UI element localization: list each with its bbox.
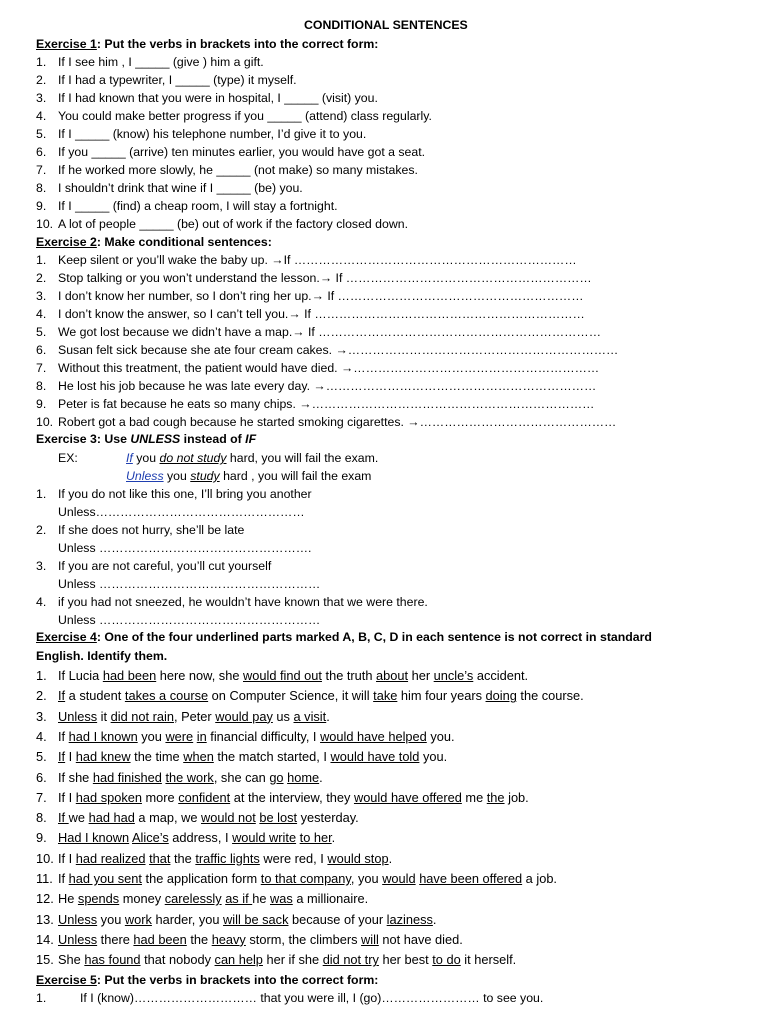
exercise-2-item-number: 5.: [36, 325, 47, 339]
underlined-option: did not rain: [110, 708, 174, 724]
underlined-option: the: [486, 789, 505, 805]
underlined-option: work: [124, 911, 152, 927]
sentence-text: more: [141, 789, 179, 805]
exercise-4-item-number: 15.: [36, 952, 54, 968]
underlined-option: had spoken: [75, 789, 142, 805]
exercise-2-item-text: I don’t know the answer, so I can’t tell you.→ If …………………………………………………………: [58, 307, 585, 321]
underlined-option: had realized: [75, 850, 146, 866]
exercise-4-item-text: [58, 871, 557, 886]
exercise-1-item-number: 9.: [36, 199, 47, 213]
exercise-5-instruction: : Put the verbs in brackets into the correct form:: [96, 973, 379, 987]
sentence-text: the match started, I: [213, 749, 331, 765]
exercise-4-item-text: [58, 709, 330, 724]
sentence-text: accident.: [473, 668, 529, 683]
exercise-4-item-number: 3.: [36, 708, 47, 724]
underlined-option: about: [376, 668, 409, 683]
exercise-1-item-number: 5.: [36, 127, 47, 141]
exercise-3-item-text: If you are not careful, you’ll cut yourself: [58, 559, 272, 573]
exercise-4-item-text: [58, 688, 584, 703]
exercise-4-item-text: [58, 830, 335, 845]
exercise-2-item-text: Stop talking or you won’t understand the lesson.→ If ……………………………………………………: [58, 271, 592, 285]
underlined-option: traffic lights: [195, 850, 260, 866]
exercise-4-heading: [36, 630, 652, 644]
sentence-text: financial difficulty, I: [206, 728, 321, 744]
sentence-text: a job.: [522, 871, 557, 886]
sentence-text: .: [326, 708, 330, 724]
example-2-part: you: [163, 469, 191, 483]
exercise-1-item-number: 8.: [36, 181, 47, 195]
exercise-2-item-text: I don’t know her number, so I don’t ring her up.→ If ……………………………………………………: [58, 289, 584, 303]
exercise-2-item-number: 10.: [36, 415, 54, 429]
exercise-2-item-text: Peter is fat because he eats so many chips. →……………………………………………………………: [58, 397, 595, 411]
sentence-text: the: [170, 850, 196, 866]
sentence-text: me: [461, 789, 487, 805]
underlined-option: had finished: [92, 769, 162, 785]
exercise-4-item-text: [58, 729, 455, 744]
underlined-option: Unless: [58, 931, 98, 947]
exercise-1-heading: [36, 37, 378, 51]
underlined-option: will: [361, 931, 379, 947]
exercise-2-item-number: 1.: [36, 253, 47, 267]
exercise-2-item-number: 7.: [36, 361, 47, 375]
exercise-3-title-pre: Exercise 3: Use: [36, 432, 131, 446]
example-2-unless: Unless: [126, 469, 164, 483]
underlined-option: had had: [88, 810, 135, 826]
exercise-1-item-number: 2.: [36, 73, 47, 87]
sentence-text: yesterday.: [297, 810, 359, 826]
exercise-5-heading: [36, 973, 378, 987]
underlined-option: have been offered: [419, 871, 523, 886]
underlined-option: Unless: [58, 708, 98, 724]
underlined-option: uncle’s: [433, 668, 474, 683]
exercise-5-label: Exercise 5: [36, 973, 97, 987]
underlined-option: would find out: [243, 668, 322, 683]
sentence-text: a millionaire.: [292, 891, 369, 907]
underlined-option: go: [269, 769, 284, 785]
exercise-3-item-text: if you had not sneezed, he wouldn’t have known that we were there.: [58, 595, 428, 609]
exercise-2-item-number: 6.: [36, 343, 47, 357]
exercise-1-item-text: If I had known that you were in hospital, I _____ (visit) you.: [58, 91, 378, 105]
underlined-option: spends: [77, 891, 120, 907]
exercise-4-item-text: [58, 749, 447, 764]
exercise-1-item-text: If I _____ (find) a cheap room, I will stay a fortnight.: [58, 199, 338, 213]
exercise-3-item-number: 4.: [36, 595, 47, 609]
underlined-option: take: [373, 688, 398, 704]
example-1-if: If: [126, 451, 133, 465]
underlined-option: a visit: [293, 708, 327, 724]
exercise-5-item-text: If I (know)………………………… that you were ill, I (go)…………………… to see you.: [80, 991, 544, 1005]
sentence-text: address, I: [168, 830, 233, 846]
exercise-2-item-number: 8.: [36, 379, 47, 393]
sentence-text: .: [319, 769, 323, 785]
exercise-4-item-text: [58, 810, 359, 825]
exercise-3-answer-line: Unless …………………………………………….: [58, 541, 312, 555]
example-1-part: you: [132, 451, 160, 465]
underlined-option: were: [165, 728, 194, 744]
exercise-2-item-text: Without this treatment, the patient would have died. →……………………………………………………: [58, 361, 600, 375]
exercise-4-item-text: [58, 668, 528, 683]
underlined-option: be lost: [259, 810, 298, 826]
exercise-4-item-number: 14.: [36, 931, 54, 947]
underlined-option: had been: [102, 668, 157, 683]
sentence-text: the truth: [321, 668, 377, 683]
sentence-text: he: [252, 891, 271, 907]
sentence-text: a map, we: [134, 810, 202, 826]
exercise-4-item-number: 5.: [36, 749, 47, 765]
exercise-1-item-text: A lot of people _____ (be) out of work if the factory closed down.: [58, 217, 408, 231]
underlined-option: can help: [214, 952, 263, 968]
exercise-4-item-text: [58, 790, 529, 805]
underlined-option: had been: [133, 931, 187, 947]
exercise-4-item-number: 7.: [36, 789, 47, 805]
exercise-3-item-text: If you do not like this one, I’ll bring you another: [58, 487, 312, 501]
sentence-text: here now, she: [156, 668, 243, 683]
exercise-4-item-number: 1.: [36, 668, 47, 683]
exercise-2-item-text: We got lost because we didn’t have a map.→ If ……………………………………………………………: [58, 325, 602, 339]
example-label: EX:: [58, 451, 78, 465]
sentence-text: .: [388, 850, 393, 866]
underlined-option: takes a course: [124, 688, 209, 704]
exercise-1-item-number: 4.: [36, 109, 47, 123]
exercise-4-item-text: [58, 770, 323, 785]
exercise-1-item-number: 10.: [36, 217, 54, 231]
underlined-option: would have offered: [353, 789, 462, 805]
exercise-2-item-number: 4.: [36, 307, 47, 321]
exercise-4-item-number: 9.: [36, 830, 47, 846]
underlined-option: would pay: [215, 708, 273, 724]
underlined-option: would stop: [327, 850, 389, 866]
sentence-text: .: [331, 830, 336, 846]
exercise-4-item-number: 2.: [36, 688, 47, 704]
exercise-4-item-text: [58, 851, 392, 866]
exercise-3-answer-line: Unless……………………………………………: [58, 505, 305, 519]
exercise-4-item-number: 4.: [36, 728, 47, 744]
underlined-option: did not try: [322, 952, 379, 968]
sentence-text: us: [272, 708, 294, 724]
underlined-option: Had I known: [58, 830, 130, 846]
underlined-option: would have helped: [320, 728, 427, 744]
sentence-text: you: [97, 911, 125, 927]
exercise-1-item-number: 3.: [36, 91, 47, 105]
exercise-2-item-text: Susan felt sick because she ate four cream cakes. →…………………………………………………………: [58, 343, 619, 357]
underlined-option: had knew: [75, 749, 131, 765]
exercise-1-item-number: 1.: [36, 55, 47, 69]
exercise-1-item-text: If you _____ (arrive) ten minutes earlier, you would have got a seat.: [58, 145, 426, 159]
sentence-text: the course.: [516, 688, 584, 704]
exercise-4-item-number: 11.: [36, 871, 53, 886]
exercise-1-label: Exercise 1: [36, 37, 97, 51]
underlined-option: If: [58, 688, 66, 704]
sentence-text: I: [65, 749, 76, 765]
exercise-2-heading: [36, 235, 272, 249]
exercise-2-label: Exercise 2: [36, 235, 97, 249]
underlined-option: when: [183, 749, 214, 765]
sentence-text: it: [97, 708, 111, 724]
sentence-text: not have died.: [378, 931, 463, 947]
underlined-option: would not: [201, 810, 256, 826]
sentence-text: on Computer Science, it will: [208, 688, 374, 704]
exercise-3-title-mid: instead of: [180, 432, 246, 446]
sentence-text: her best: [378, 952, 433, 968]
exercise-1-item-text: I shouldn’t drink that wine if I _____ (be) you.: [58, 181, 303, 195]
exercise-1-item-text: If I had a typewriter, I _____ (type) it myself.: [58, 73, 297, 87]
sentence-text: He: [58, 891, 78, 907]
sentence-text: the: [186, 931, 212, 947]
exercise-4-item-number: 8.: [36, 810, 47, 826]
sentence-text: her: [408, 668, 434, 683]
underlined-option: If: [58, 749, 66, 765]
sentence-text: .: [432, 911, 437, 927]
sentence-text: If: [58, 728, 69, 744]
exercise-3-answer-line: Unless ………………………………………………: [58, 613, 321, 627]
underlined-option: carelessly: [164, 891, 222, 907]
underlined-option: in: [196, 728, 207, 744]
sentence-text: the application form: [141, 871, 261, 886]
exercise-4-item-number: 10.: [36, 850, 54, 866]
sentence-text: you.: [426, 728, 455, 744]
underlined-option: was: [270, 891, 293, 907]
exercise-2-item-text: He lost his job because he was late every day. →…………………………………………………………: [58, 379, 597, 393]
sentence-text: harder, you: [151, 911, 224, 927]
underlined-option: doing: [485, 688, 517, 704]
exercise-3-item-text: If she does not hurry, she’ll be late: [58, 523, 245, 537]
sentence-text: , you: [350, 871, 383, 886]
example-2-rest: hard , you will fail the exam: [219, 469, 372, 483]
sentence-text: If Lucia: [58, 668, 103, 683]
exercise-3-item-number: 2.: [36, 523, 47, 537]
sentence-text: , she can: [213, 769, 270, 785]
sentence-text: there: [97, 931, 134, 947]
sentence-text: that nobody: [140, 952, 215, 968]
exercise-2-item-number: 3.: [36, 289, 47, 303]
sentence-text: we: [68, 810, 89, 826]
underlined-option: would write: [232, 830, 297, 846]
underlined-option: to her: [299, 830, 332, 846]
sentence-text: a student: [65, 688, 125, 704]
exercise-1-item-number: 7.: [36, 163, 47, 177]
underlined-option: Unless: [58, 911, 98, 927]
exercise-4-instruction-1: : One of the four underlined parts marked A, B, C, D in each sentence is not correct in standard: [96, 630, 652, 644]
exercise-1-item-text: You could make better progress if you _____ (attend) class regularly.: [58, 109, 432, 123]
underlined-option: has found: [84, 952, 141, 968]
page-title: CONDITIONAL SENTENCES: [304, 18, 468, 32]
sentence-text: it herself.: [460, 952, 517, 968]
exercise-2-item-number: 9.: [36, 397, 47, 411]
exercise-4-item-text: [58, 912, 436, 927]
exercise-2-item-text: Robert got a bad cough because he started smoking cigarettes. →…………………………………………: [58, 415, 617, 429]
sentence-text: her if she: [262, 952, 323, 968]
sentence-text: you.: [419, 749, 448, 765]
underlined-option: would: [382, 871, 416, 886]
underlined-option: home: [287, 769, 320, 785]
sentence-text: the time: [130, 749, 184, 765]
exercise-4-item-number: 6.: [36, 769, 47, 785]
underlined-option: will be sack: [223, 911, 289, 927]
sentence-text: If: [58, 871, 69, 886]
sentence-text: money: [119, 891, 165, 907]
exercise-3-item-number: 3.: [36, 559, 47, 573]
example-1-verb: do not study: [159, 451, 227, 465]
sentence-text: because of your: [288, 911, 387, 927]
exercise-4-item-number: 12.: [36, 891, 54, 907]
sentence-text: him four years: [397, 688, 486, 704]
exercise-3-item-number: 1.: [36, 487, 47, 501]
example-2-verb: study: [190, 469, 220, 483]
sentence-text: were red, I: [259, 850, 328, 866]
exercise-2-item-number: 2.: [36, 271, 47, 285]
underlined-option: as if: [225, 891, 253, 907]
exercise-4-instruction-2: English. Identify them.: [36, 649, 168, 663]
underlined-option: heavy: [211, 931, 246, 947]
example-sentence-2: [126, 469, 371, 483]
exercise-4-item-text: [58, 891, 368, 906]
underlined-option: Alice’s: [132, 830, 169, 846]
sentence-text: at the interview, they: [230, 789, 354, 805]
underlined-option: confident: [178, 789, 231, 805]
exercise-1-item-text: If I _____ (know) his telephone number, I’d give it to you.: [58, 127, 367, 141]
sentence-text: If she: [58, 769, 93, 785]
exercise-3-heading: [36, 432, 256, 446]
underlined-option: to do: [432, 952, 461, 968]
sentence-text: , Peter: [173, 708, 216, 724]
exercise-3-answer-line: Unless ………………………………………………: [58, 577, 321, 591]
exercise-1-item-number: 6.: [36, 145, 47, 159]
exercise-2-item-text: Keep silent or you’ll wake the baby up. →If ……………………………………………………………: [58, 253, 577, 267]
exercise-5-item-number: 1.: [36, 991, 47, 1005]
exercise-2-instruction: : Make conditional sentences:: [96, 235, 272, 249]
example-sentence-1: [126, 451, 378, 465]
underlined-option: had you sent: [68, 871, 142, 886]
sentence-text: If I: [58, 789, 76, 805]
underlined-option: to that company: [260, 871, 351, 886]
exercise-4-item-text: [58, 932, 463, 947]
exercise-4-label: Exercise 4: [36, 630, 97, 644]
underlined-option: that: [149, 850, 171, 866]
sentence-text: storm, the climbers: [245, 931, 362, 947]
sentence-text: you: [137, 728, 166, 744]
exercise-1-instruction: : Put the verbs in brackets into the correct form:: [96, 37, 379, 51]
exercise-3-title-if: IF: [245, 432, 257, 446]
exercise-4-item-number: 13.: [36, 911, 54, 927]
exercise-4-item-text: [58, 952, 516, 967]
sentence-text: job.: [504, 789, 529, 805]
sentence-text: She: [58, 952, 85, 968]
underlined-option: had I known: [68, 728, 138, 744]
exercise-3-title-unless: UNLESS: [130, 432, 181, 446]
underlined-option: the work: [165, 769, 214, 785]
sentence-text: If I: [58, 850, 76, 866]
exercise-1-item-text: If I see him , I _____ (give ) him a gift.: [58, 55, 264, 69]
exercise-1-item-text: If he worked more slowly, he _____ (not make) so many mistakes.: [58, 163, 418, 177]
underlined-option: would have told: [330, 749, 420, 765]
example-1-rest: hard, you will fail the exam.: [226, 451, 379, 465]
underlined-option: If: [58, 810, 69, 826]
underlined-option: laziness: [386, 911, 433, 927]
